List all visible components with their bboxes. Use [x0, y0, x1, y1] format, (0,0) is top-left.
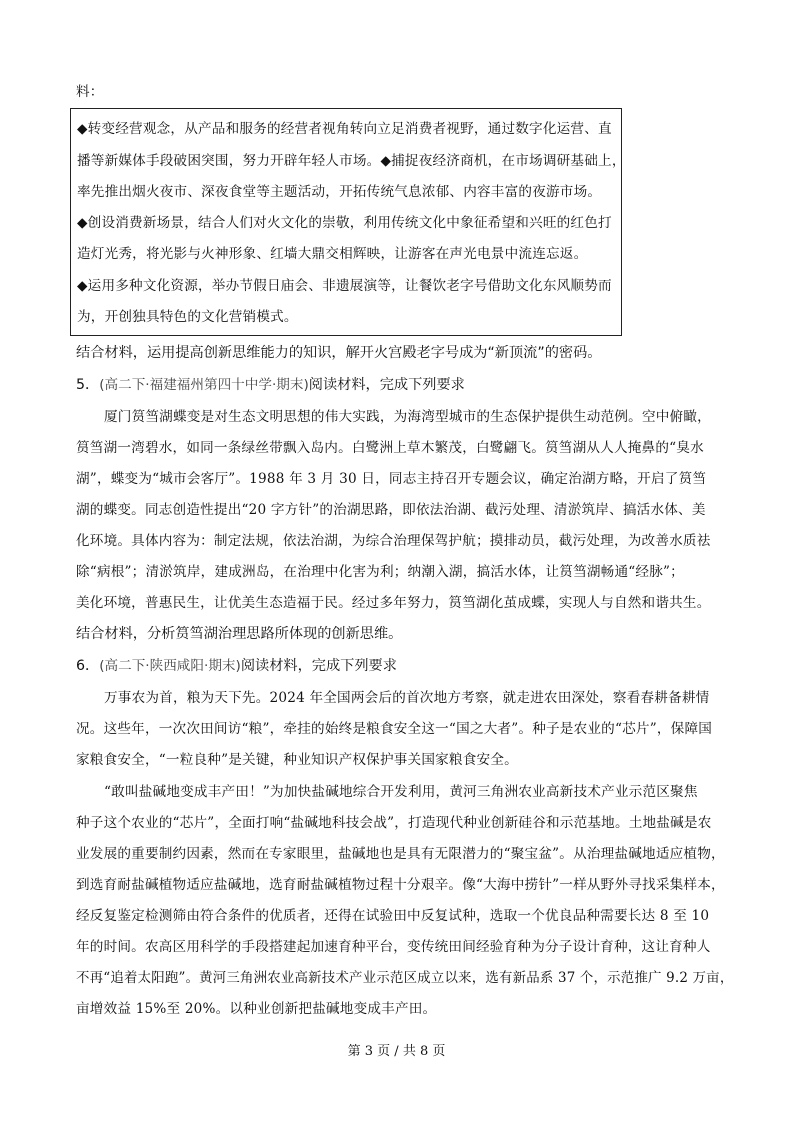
question-instruction: 阅读材料，完成下列要求 [308, 377, 465, 393]
paragraph-line: 种子这个农业的“芯片”，全面打响“盐碱地科技会战”，打造现代种业创新硅谷和示范基地。土地盐碱是农 [76, 815, 712, 831]
box-line: ◆创设消费新场景，结合人们对火文化的崇敬，利用传统文化中象征希望和兴旺的红色打 [77, 215, 612, 231]
box-line: ◆转变经营观念，从产品和服务的经营者视角转向立足消费者视野，通过数字化运营、直 [77, 121, 612, 137]
paragraph-line: 厦门筼筜湖蝶变是对生态文明思想的伟大实践，为海湾型城市的生态保护提供生动范例。空中俯瞰， [104, 409, 711, 425]
box-line: 播等新媒体手段破困突围，努力开辟年轻人市场。◆捕捉夜经济商机，在市场调研基础上， [77, 153, 626, 169]
paragraph-line: 年的时间。农高区用科学的手段搭建起加速育种平台，变传统田间经验育种为分子设计育种，这让育种人 [76, 939, 711, 955]
box-line: 造灯光秀，将光影与火神形象、红墙大鼎交相辉映，让游客在声光电景中流连忘返。 [77, 246, 588, 262]
question-source: (高二下·陕西咸阳·期末) [99, 658, 241, 674]
paragraph-line: 美化环境，普惠民生，让优美生态造福于民。经过多年努力，筼筜湖化茧成蝶，实现人与自然和谐共生。 [76, 595, 711, 611]
paragraph-line: 不再“追着太阳跑”。黄河三角洲农业高新技术产业示范区成立以来，选有新品系 37 个，示范推广 9.2 万亩， [76, 970, 734, 986]
paragraph-line: 亩增效益 15%至 20%。以种业创新把盐碱地变成丰产田。 [76, 1001, 437, 1017]
question-6-header [76, 656, 397, 676]
question-number: 5． [76, 377, 100, 393]
question-4-prompt: 结合材料，运用提高创新思维能力的知识，解开火宫殿老字号成为“新顶流”的密码。 [76, 345, 602, 361]
paragraph-line: 经反复鉴定检测筛由符合条件的优质者，还得在试验田中反复试种，选取一个优良品种需要长达 8 至 10 [76, 908, 710, 924]
box-line: 率先推出烟火夜市、深夜食堂等主题活动，开拓传统气息浓郁、内容丰富的夜游市场。 [77, 184, 602, 200]
paragraph-line: 业发展的重要制约因素，然而在专家眼里，盐碱地也是具有无限潜力的“聚宝盆”。从治理盐碱地适应植物， [76, 846, 725, 862]
paragraph-line: 家粮食安全，“一粒良种”是关键，种业知识产权保护事关国家粮食安全。 [76, 752, 518, 768]
question-source: (高二下·福建福州第四十中学·期末) [99, 377, 309, 393]
question-5-header [76, 375, 465, 395]
question-5-prompt: 结合材料，分析筼筜湖治理思路所体现的创新思维。 [76, 626, 403, 642]
paragraph-line: 筼筜湖一湾碧水，如同一条绿丝带飘入岛内。白鹭洲上草木繁茂，白鹭翩飞。筼筜湖从人人掩鼻的“臭水 [76, 440, 704, 456]
paragraph-line: 况。这些年，一次次田间访“粮”，牵挂的始终是粮食安全这一“国之大者”。种子是农业的“芯片”，保障国 [76, 721, 713, 737]
box-line: ◆运用多种文化资源，举办节假日庙会、非遗展演等，让餐饮老字号借助文化东风顺势而 [77, 278, 612, 294]
paragraph-line: “敢叫盐碱地变成丰产田！”为加快盐碱地综合开发利用，黄河三角洲农业高新技术产业示范区聚焦 [104, 784, 698, 800]
question-instruction: 阅读材料，完成下列要求 [240, 658, 397, 674]
question-number: 6． [76, 658, 100, 674]
paragraph-line: 万事农为首，粮为天下先。2024 年全国两会后的首次地方考察，就走进农田深处，察看春耕备耕情 [104, 690, 710, 706]
intro-tail: 料： [76, 84, 104, 100]
paragraph-line: 到选育耐盐碱植物适应盐碱地，选育耐盐碱植物过程十分艰辛。像“大海中捞针”一样从野外寻找采集样本， [76, 877, 725, 893]
paragraph-line: 湖的蝶变。同志创造性提出“20 字方针”的治湖思路，即依法治湖、截污处理、清淤筑岸、搞活水体、美 [76, 502, 706, 518]
paragraph-line: 除“病根”；清淤筑岸，建成洲岛，在治理中化害为利；纳潮入湖，搞活水体，让筼筜湖畅通“经脉”； [76, 564, 684, 580]
paragraph-line: 化环境。具体内容为：制定法规，依法治湖，为综合治理保驾护航；摸排动员，截污处理，为改善水质祛 [76, 533, 711, 549]
paragraph-line: 湖”，蝶变为“城市会客厅”。1988 年 3 月 30 日，同志主持召开专题会议，确定治湖方略，开启了筼筜 [76, 471, 707, 487]
page-footer: 第 3 页 / 共 8 页 [347, 1044, 446, 1059]
box-line: 为，开创独具特色的文化营销模式。 [77, 309, 298, 325]
